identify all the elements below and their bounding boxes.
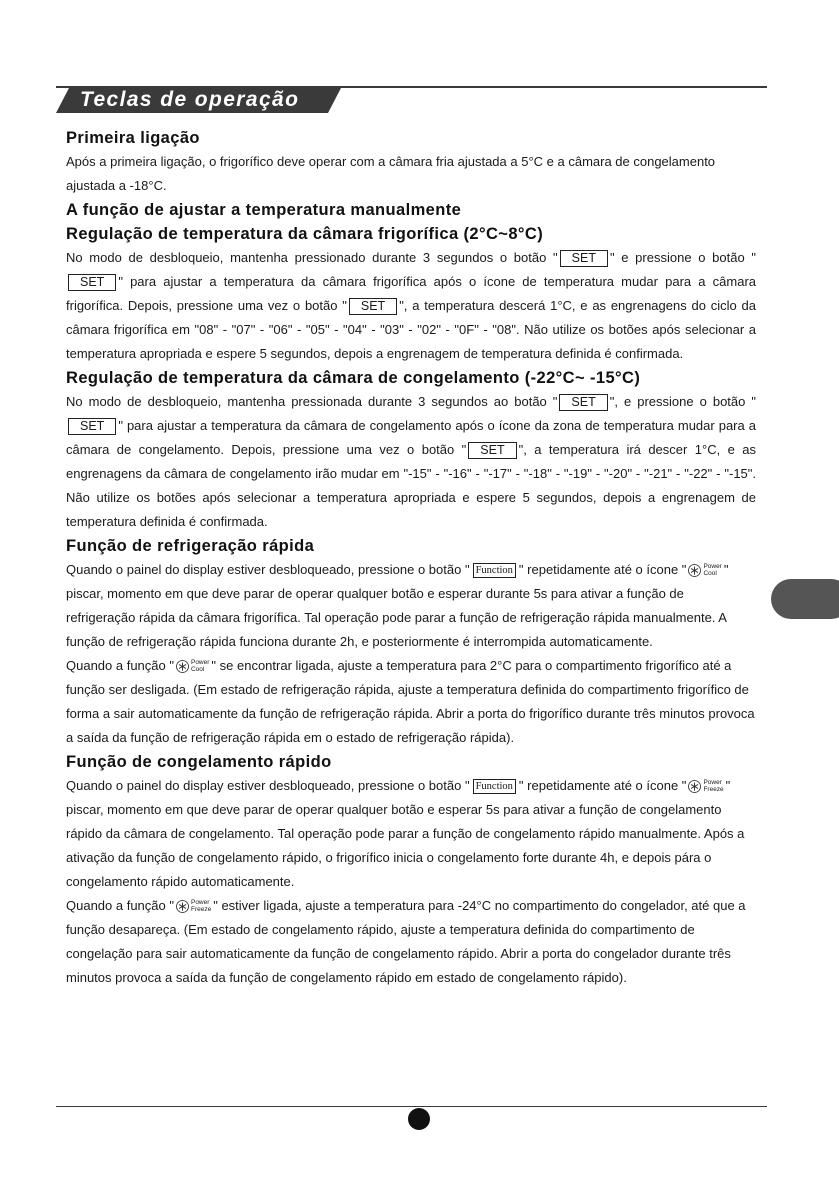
para-power-cool-1: Quando o painel do display estiver desbloqueado, pressione o botão " Function " repetidamente até o ícone " Power Cool " piscar, momento em que deve parar de operar qualquer botão e esperar durante 5s para ativar a função de refrigeração rápida da câmara frigorífica. Tal operação pode parar a função de refrigeração rápida manualmente. A função de refrigeração rápida funciona durante 2h, e posteriormente é interrompida automaticamente.: [66, 562, 729, 649]
para-power-freeze-1: Quando o painel do display estiver desbloqueado, pressione o botão " Function " repetidamente até o ícone " Power Freeze " piscar, momento em que deve parar de operar qualquer botão e esperar 5s para ativar a função de congelamento rápido da câmara de congelamento. Tal operação pode parar a função de congelamento rápido manualmente. Após a ativação da função de congelamento rápido, o frigorífico inicia o congelamento forte durante 4h, e depois pára o congelamento rápido automaticamente.: [66, 778, 745, 889]
set-button: SET: [68, 418, 116, 435]
para-fridge-temp: No modo de desbloqueio, mantenha pressionado durante 3 segundos o botão " SET " e pressione o botão "SET " para ajustar a temperatura da câmara frigorífica após o ícone de temperatura mudar para a câmara frigorífica. Depois, pressione uma vez o botão " SET ", a temperatura descerá 1°C, e as engrenagens do ciclo da câmara frigorífica em "08" - "07" - "06" - "05" - "04" - "03" - "02" - "0F" - "08". Não utilize os botões após selecionar a temperatura apropriada e espere 5 segundos, depois a engrenagem de temperatura definida é confirmada.: [66, 250, 756, 361]
para-first-start: Após a primeira ligação, o frigorífico deve operar com a câmara fria ajustada a 5°C e a câmara de congelamento ajustada a -18°C.: [66, 154, 716, 193]
set-button: SET: [68, 274, 116, 291]
page-title: Teclas de operação: [80, 88, 300, 111]
heading-manual-temp: A função de ajustar a temperatura manualmente: [66, 201, 462, 219]
heading-fridge-temp: Regulação de temperatura da câmara frigorífica (2°C~8°C): [66, 225, 544, 243]
power-freeze-icon: Power Freeze: [688, 780, 723, 793]
power-freeze-icon: Power Freeze: [176, 900, 211, 913]
para-freezer-temp: No modo de desbloqueio, mantenha pressionada durante 3 segundos ao botão " SET ", e pressione o botão "SET " para ajustar a temperatura da câmara de congelamento após o ícone da zona de temperatura mudar para a câmara de congelamento. Depois, pressione uma vez o botão " SET ", a temperatura irá descer 1°C, e as engrenagens da câmara de congelamento irão mudar em "-15" - "-16" - "-17" - "-18" - "-19" - "-20" - "-21" - "-22" - "-15". Não utilize os botões após selecionar a temperatura apropriada e espere 5 segundos, depois a engrenagem de temperatura definida é confirmada.: [66, 394, 757, 529]
heading-power-cool: Função de refrigeração rápida: [66, 537, 315, 555]
heading-power-freeze: Função de congelamento rápido: [66, 753, 332, 771]
function-button: Function: [473, 779, 516, 794]
para-power-freeze-2: Quando a função " Power Freeze " estiver ligada, ajuste a temperatura para -24°C no compartimento do congelador, até que a função desapareça. (Em estado de congelamento rápido, ajuste a temperatura definida do compartimento de congelação para sair automaticamente da função de congelamento rápido. Abrir a porta do congelador durante três minutos provoca a saída da função de congelamento rápido em estado de congelamento rápido).: [66, 898, 746, 985]
function-button: Function: [473, 563, 516, 578]
footer-rule: [56, 1106, 767, 1107]
set-button: SET: [468, 442, 516, 459]
para-power-cool-2: Quando a função " Power Cool " se encontrar ligada, ajuste a temperatura para 2°C para o compartimento frigorífico até a função ser desligada. (Em estado de refrigeração rápida, ajuste a temperatura definida do compartimento frigorífico de forma a sair automaticamente da função de refrigeração rápida. Abrir a porta do frigorífico durante três minutos provoca a saída da função de refrigeração rápida em o estado de refrigeração rápida).: [66, 658, 755, 745]
set-button: SET: [560, 250, 608, 267]
set-button: SET: [559, 394, 607, 411]
heading-freezer-temp: Regulação de temperatura da câmara de congelamento (-22°C~ -15°C): [66, 369, 641, 387]
power-cool-icon: Power Cool: [688, 564, 721, 577]
page-marker: [408, 1108, 430, 1130]
content: [66, 126, 756, 990]
heading-first-start: Primeira ligação: [66, 129, 200, 147]
power-cool-icon: Power Cool: [176, 660, 209, 673]
side-tab: [771, 579, 839, 619]
set-button: SET: [349, 298, 397, 315]
